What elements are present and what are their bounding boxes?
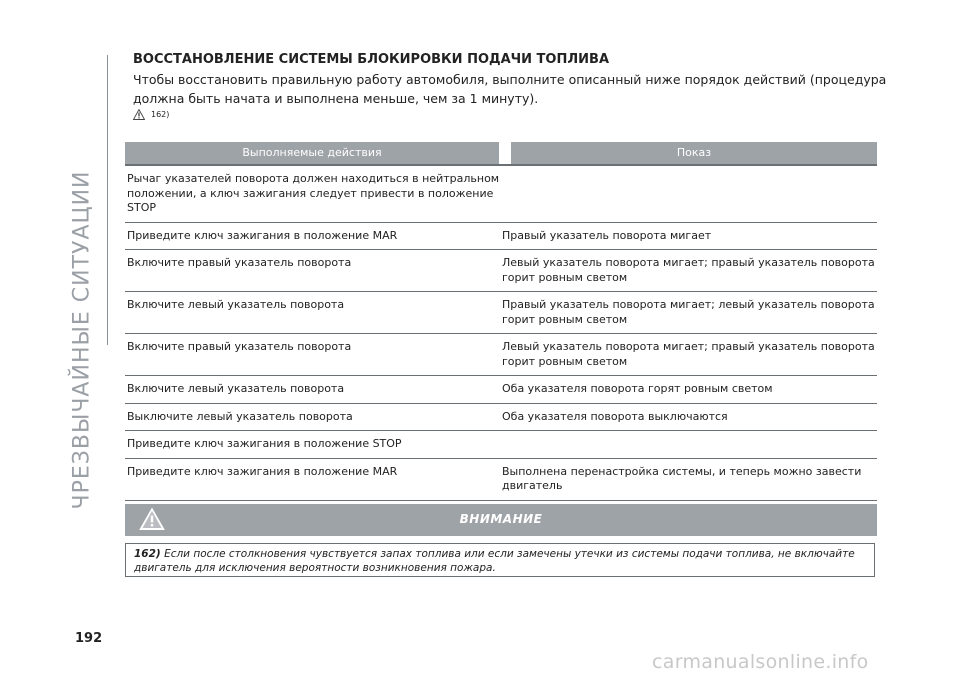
action-cell: Включите правый указатель поворота <box>127 340 352 353</box>
table-row <box>125 376 877 404</box>
header-actions: Выполняемые действия <box>125 142 499 164</box>
action-cell: Приведите ключ зажигания в положение STOP <box>127 437 402 450</box>
section-title: ЧРЕЗВЫЧАЙНЫЕ СИТУАЦИИ <box>69 170 95 510</box>
action-cell: Включите левый указатель поворота <box>127 382 345 395</box>
table-row <box>125 431 877 459</box>
page-number: 192 <box>75 631 103 646</box>
action-cell: Включите правый указатель поворота <box>127 256 352 269</box>
table-row <box>125 250 877 292</box>
header-display: Показ <box>511 142 877 164</box>
warning-small-icon <box>133 109 145 120</box>
display-cell: Левый указатель поворота мигает; правый указатель поворота горит ровным светом <box>502 340 875 368</box>
page-heading: ВОССТАНОВЛЕНИЕ СИСТЕМЫ БЛОКИРОВКИ ПОДАЧИ ТОПЛИВА <box>133 52 610 67</box>
warning-text: Если после столкновения чувствуется запах топлива или если замечены утечки из системы подачи топлива, не включайте двигатель для исключения вероятности возникновения пожара. <box>134 548 855 574</box>
display-cell: Правый указатель поворота мигает; левый указатель поворота горит ровным светом <box>502 298 875 326</box>
display-cell: Оба указателя поворота горят ровным светом <box>502 382 773 395</box>
table-row <box>125 334 877 376</box>
warning-number: 162) <box>134 548 161 560</box>
note-reference <box>133 109 169 120</box>
table-row <box>125 223 877 251</box>
action-cell: Приведите ключ зажигания в положение MAR <box>127 464 398 478</box>
section-divider <box>107 55 108 345</box>
display-cell: Левый указатель поворота мигает; правый указатель поворота горит ровным светом <box>502 256 875 284</box>
table-row <box>125 292 877 334</box>
action-cell: Приведите ключ зажигания в положение MAR <box>127 228 398 242</box>
display-cell <box>502 431 877 458</box>
table-row <box>125 459 877 501</box>
table-row <box>125 166 877 223</box>
display-cell: Правый указатель поворота мигает <box>502 228 712 242</box>
intro-paragraph: Чтобы восстановить правильную работу автомобиля, выполните описанный ниже порядок действий (процедура должна быть начата и выполнена меньше, чем за 1 минуту). <box>133 72 887 106</box>
note-reference-number: 162) <box>151 110 170 119</box>
procedure-table <box>125 142 877 501</box>
table-header <box>125 142 877 164</box>
action-cell: Выключите левый указатель поворота <box>127 409 353 423</box>
table-row <box>125 404 877 432</box>
display-cell <box>502 166 877 222</box>
display-cell: Оба указателя поворота выключаются <box>502 409 728 423</box>
action-cell: Рычаг указателей поворота должен находиться в нейтральном положении, а ключ зажигания следует привести в положение STOP <box>127 172 500 214</box>
warning-text-box <box>125 543 875 577</box>
warning-header <box>125 504 877 536</box>
display-cell: Выполнена перенастройка системы, и теперь можно завести двигатель <box>502 464 862 492</box>
action-cell: Включите левый указатель поворота <box>127 298 345 311</box>
warning-title: ВНИМАНИЕ <box>459 512 543 526</box>
watermark: carmanualsonline.info <box>652 651 869 673</box>
